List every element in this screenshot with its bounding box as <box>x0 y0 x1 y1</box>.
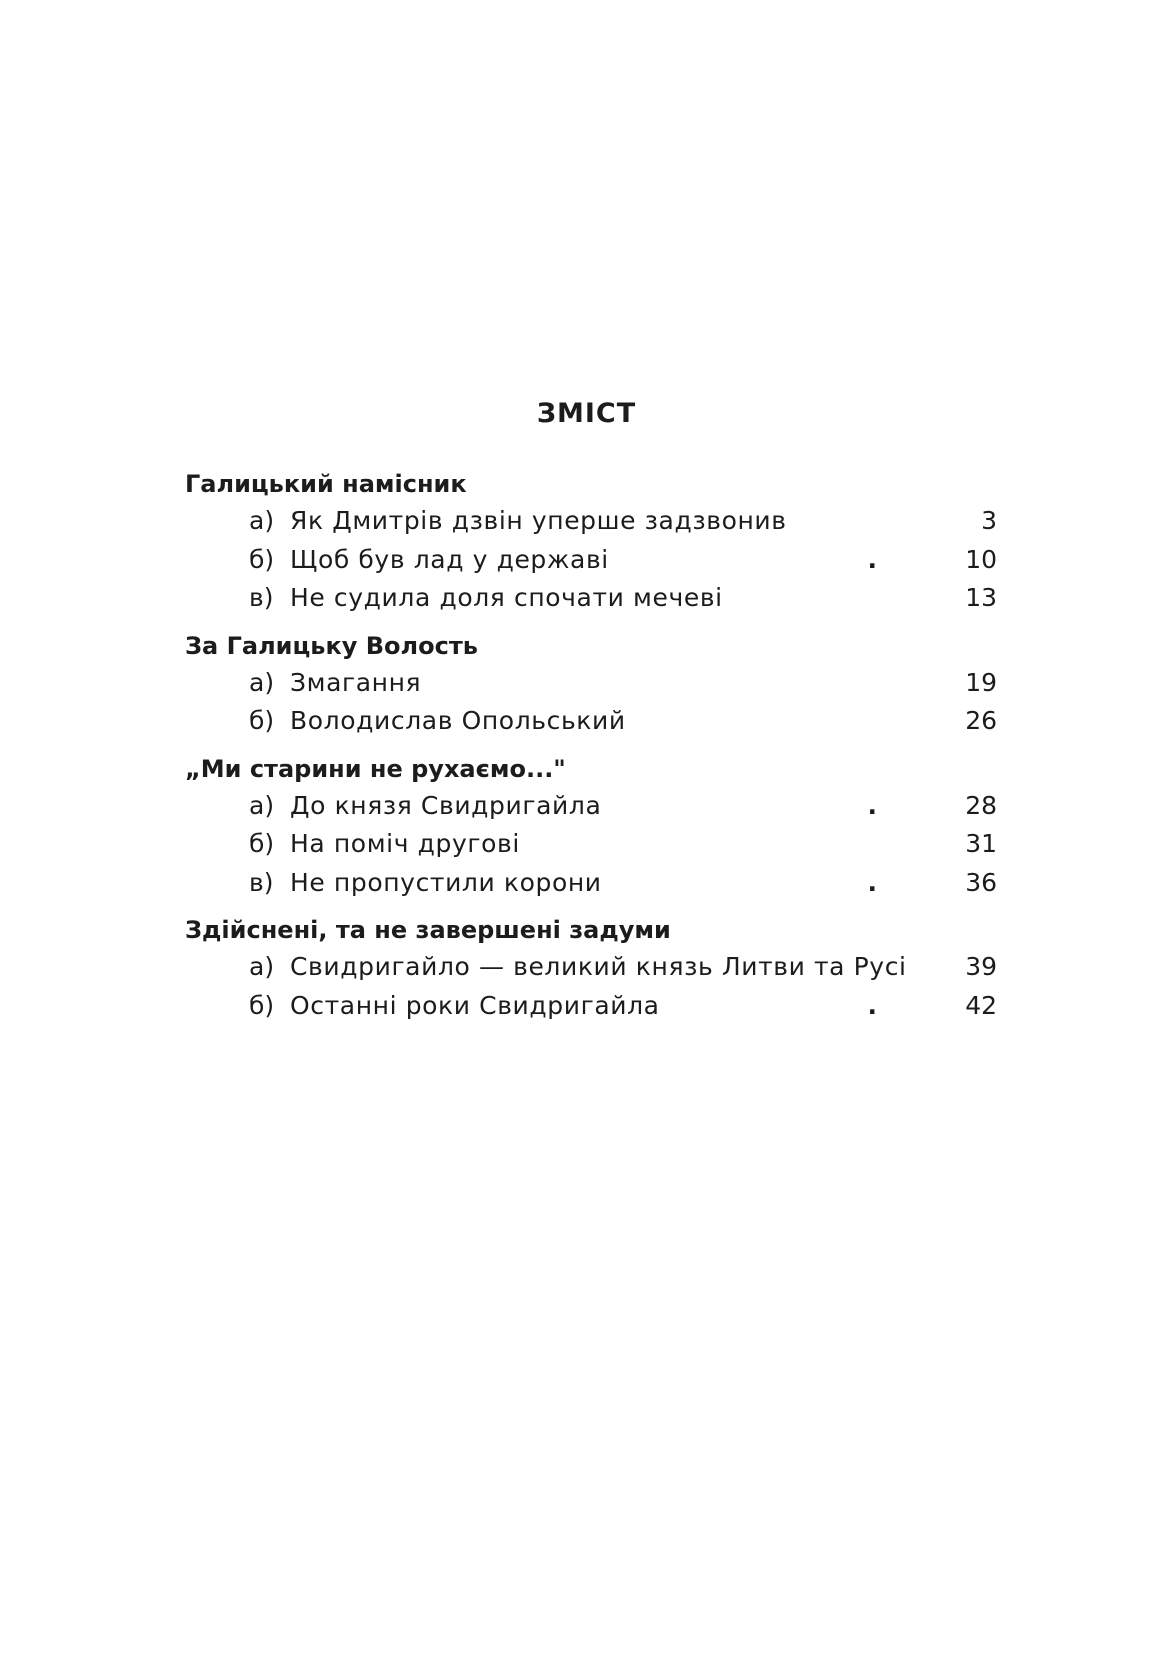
toc-entry <box>185 787 997 826</box>
entry-letter: а) <box>249 790 275 820</box>
entry-text: Змагання <box>290 667 422 697</box>
entry-letter: а) <box>249 952 275 981</box>
entry-page-number: 10 <box>965 544 997 574</box>
toc-entry <box>185 987 997 1026</box>
entry-leader-dot: . <box>867 990 877 1020</box>
entry-letter: б) <box>249 706 275 735</box>
entry-page-number: 36 <box>965 867 997 897</box>
toc-entry <box>185 825 997 864</box>
entry-text: Не пропустили корони <box>290 867 602 897</box>
table-of-contents <box>185 466 997 1025</box>
entry-page-number: 26 <box>965 706 997 735</box>
entry-letter: в) <box>249 867 274 897</box>
toc-entry <box>185 948 997 987</box>
page-title: ЗМІСТ <box>536 398 637 429</box>
entry-letter: б) <box>249 990 275 1020</box>
entry-letter: б) <box>249 829 275 858</box>
entry-letter: в) <box>249 583 274 612</box>
entry-leader-dot: . <box>867 867 877 897</box>
entry-text: Як Дмитрів дзвін уперше задзвонив <box>290 506 787 535</box>
toc-entry <box>185 664 997 703</box>
entry-text: На поміч другові <box>290 829 520 858</box>
toc-section <box>185 628 997 741</box>
entry-letter: б) <box>249 544 275 574</box>
entry-page-number: 28 <box>965 790 997 820</box>
toc-entry <box>185 864 997 903</box>
section-title: Здійснені, та не завершені задуми <box>185 916 671 944</box>
entry-letter: а) <box>249 667 275 697</box>
section-title: Галицький намісник <box>185 470 467 498</box>
toc-section <box>185 912 997 1025</box>
entry-leader-dot: . <box>867 544 877 574</box>
toc-entry <box>185 702 997 741</box>
entry-text: До князя Свидригайла <box>290 790 602 820</box>
entry-text: Останні роки Свидригайла <box>290 990 660 1020</box>
entry-text: Не судила доля спочати мечеві <box>290 583 723 612</box>
section-title: За Галицьку Волость <box>185 631 478 660</box>
entry-text: Володислав Опольський <box>290 706 626 735</box>
entry-page-number: 13 <box>965 583 997 612</box>
toc-entry <box>185 579 997 618</box>
section-title: „Ми старини не рухаємо..." <box>185 754 566 783</box>
entry-page-number: 39 <box>965 952 997 981</box>
entry-leader-dot: . <box>867 790 877 820</box>
entry-page-number: 3 <box>981 506 997 535</box>
entry-page-number: 42 <box>965 990 997 1020</box>
entry-text: Свидригайло — великий князь Литви та Русі <box>290 952 907 981</box>
toc-section <box>185 466 997 618</box>
entry-page-number: 19 <box>965 667 997 697</box>
entry-text: Щоб був лад у державі <box>290 544 609 574</box>
toc-entry <box>185 541 997 580</box>
entry-letter: а) <box>249 506 275 535</box>
entry-page-number: 31 <box>965 829 997 858</box>
toc-entry <box>185 502 997 541</box>
toc-section <box>185 751 997 903</box>
